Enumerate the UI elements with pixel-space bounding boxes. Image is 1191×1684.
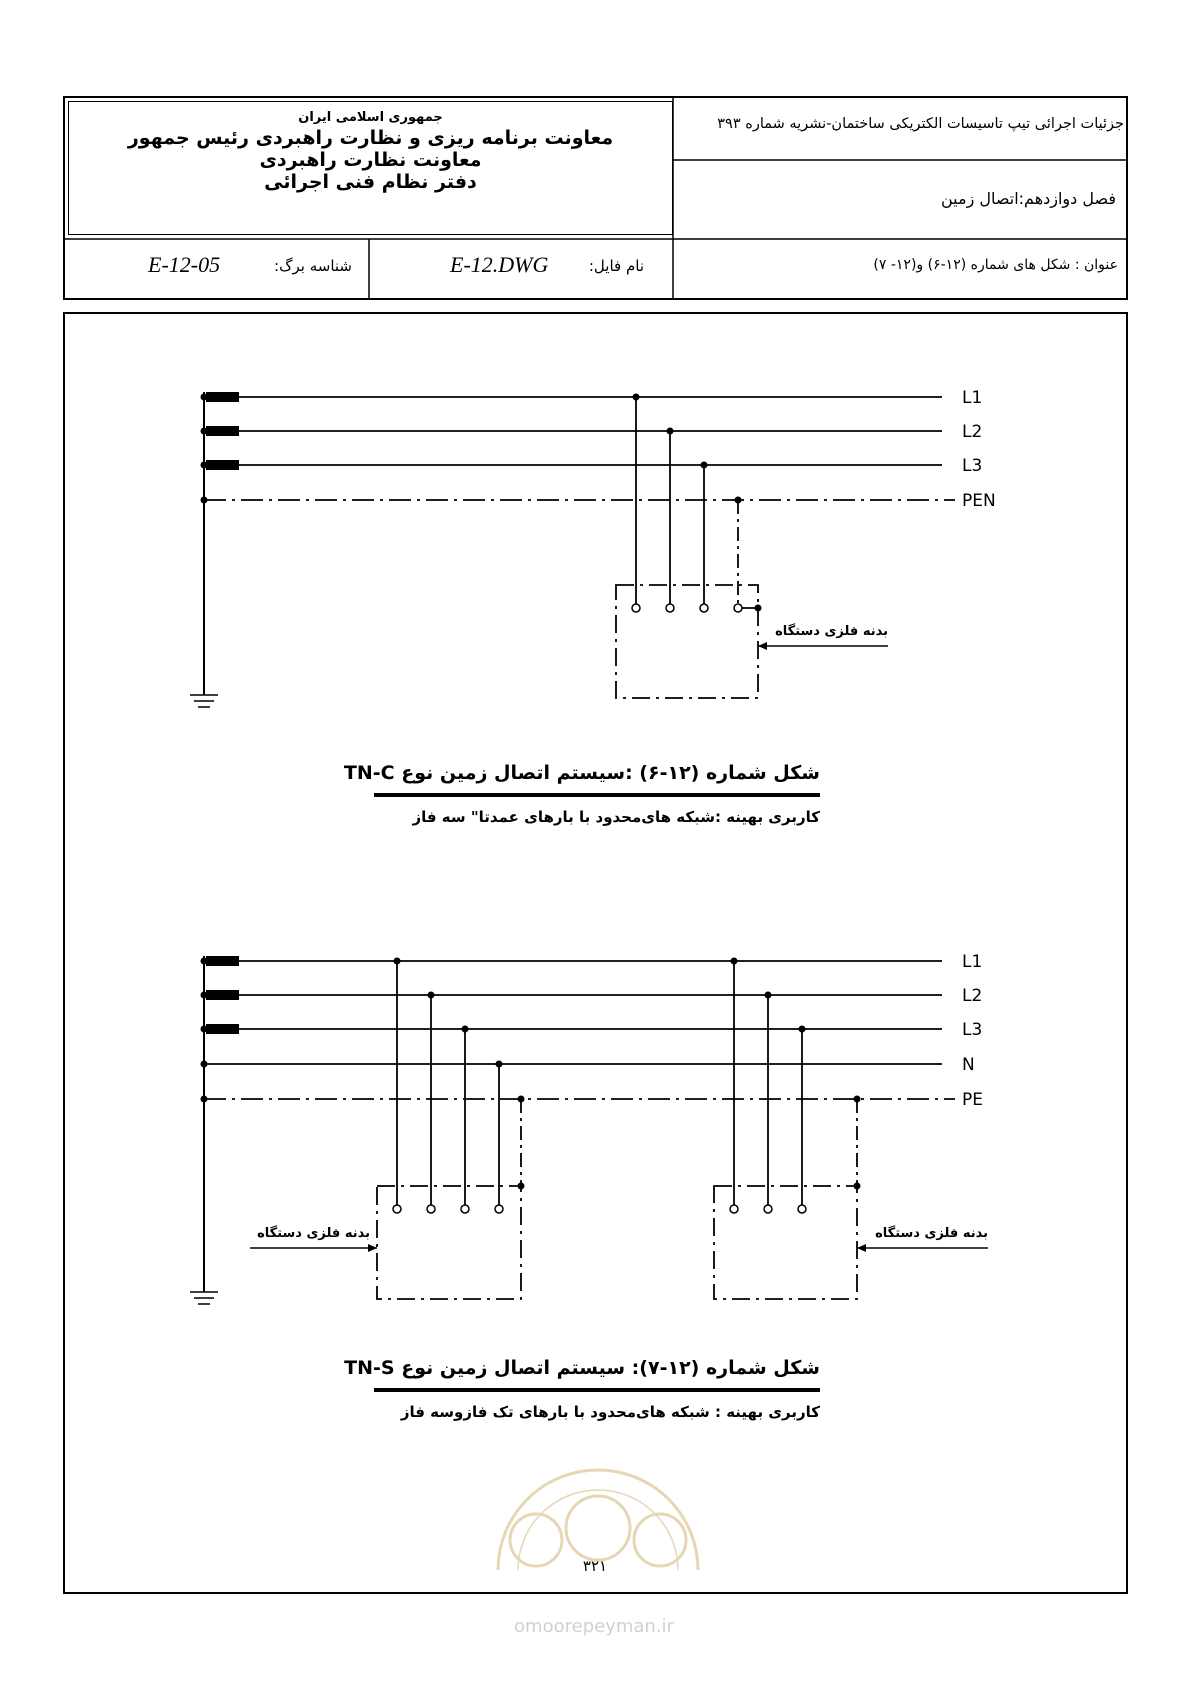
line-label-l3-fig2: L3	[962, 1020, 983, 1040]
figure-1-usage: کاربری بهینه :شبکه های‌محدود با بارهای عمدتا" سه فاز	[412, 808, 820, 826]
figure-2-tn-s-diagram	[0, 900, 1191, 1340]
figure-2-caption: شکل شماره (۱۲-۷): سیستم اتصال زمین نوع TN-S	[344, 1357, 820, 1379]
sheet-id-value: E-12-05	[148, 252, 221, 277]
device-body-label: بدنه فلزی دستگاه	[775, 624, 888, 639]
line-label-l2-fig2: L2	[962, 986, 983, 1006]
line-label-pen: PEN	[962, 491, 996, 511]
caption-1-underline	[374, 793, 820, 797]
device-body-label-right: بدنه فلزی دستگاه	[875, 1226, 988, 1241]
org-deputy: معاونت برنامه ریزی و نظارت راهبردی رئیس جمهور	[127, 127, 614, 149]
website-watermark: omoorepeyman.ir	[514, 1616, 674, 1637]
figure-2-usage: کاربری بهینه : شبکه های‌محدود با بارهای تک فازوسه فاز	[400, 1403, 820, 1421]
file-label: نام فایل:	[588, 257, 644, 275]
sheet-id-label: شناسه برگ:	[274, 257, 352, 275]
caption-2-underline	[374, 1388, 820, 1392]
file-value: E-12.DWG	[450, 252, 549, 277]
line-label-l1-fig2: L1	[962, 952, 983, 972]
page-number: ۳۲۱	[582, 1557, 608, 1575]
org-office: دفتر نظام فنی اجرائی	[264, 171, 477, 193]
seal-watermark-icon	[478, 1410, 718, 1580]
line-label-l2: L2	[962, 422, 983, 442]
sheet-title: عنوان : شکل های شماره (۱۲-۶) و(۱۲- ۷)	[873, 257, 1118, 273]
line-label-l1: L1	[962, 388, 983, 408]
publication-name: جزئیات اجرائی تیپ تاسیسات الکتریکی ساختمان-نشریه شماره ۳۹۳	[717, 116, 1124, 132]
chapter-name: فصل دوازدهم:اتصال زمین	[940, 189, 1116, 208]
org-country: جمهوری اسلامی ایران	[298, 110, 443, 125]
line-label-n-fig2: N	[962, 1055, 975, 1075]
line-label-pe-fig2: PE	[962, 1090, 983, 1110]
org-supervision: معاونت نظارت راهبردی	[259, 149, 482, 171]
ground-icon-2	[190, 1292, 218, 1304]
figure-1-caption: شکل شماره (۱۲-۶) :سیستم اتصال زمین نوع TN-C	[343, 762, 820, 784]
line-label-l3: L3	[962, 456, 983, 476]
figure-1-tn-c-diagram	[0, 0, 1191, 840]
device-body-label-left: بدنه فلزی دستگاه	[257, 1226, 370, 1241]
ground-icon-1	[190, 695, 218, 707]
